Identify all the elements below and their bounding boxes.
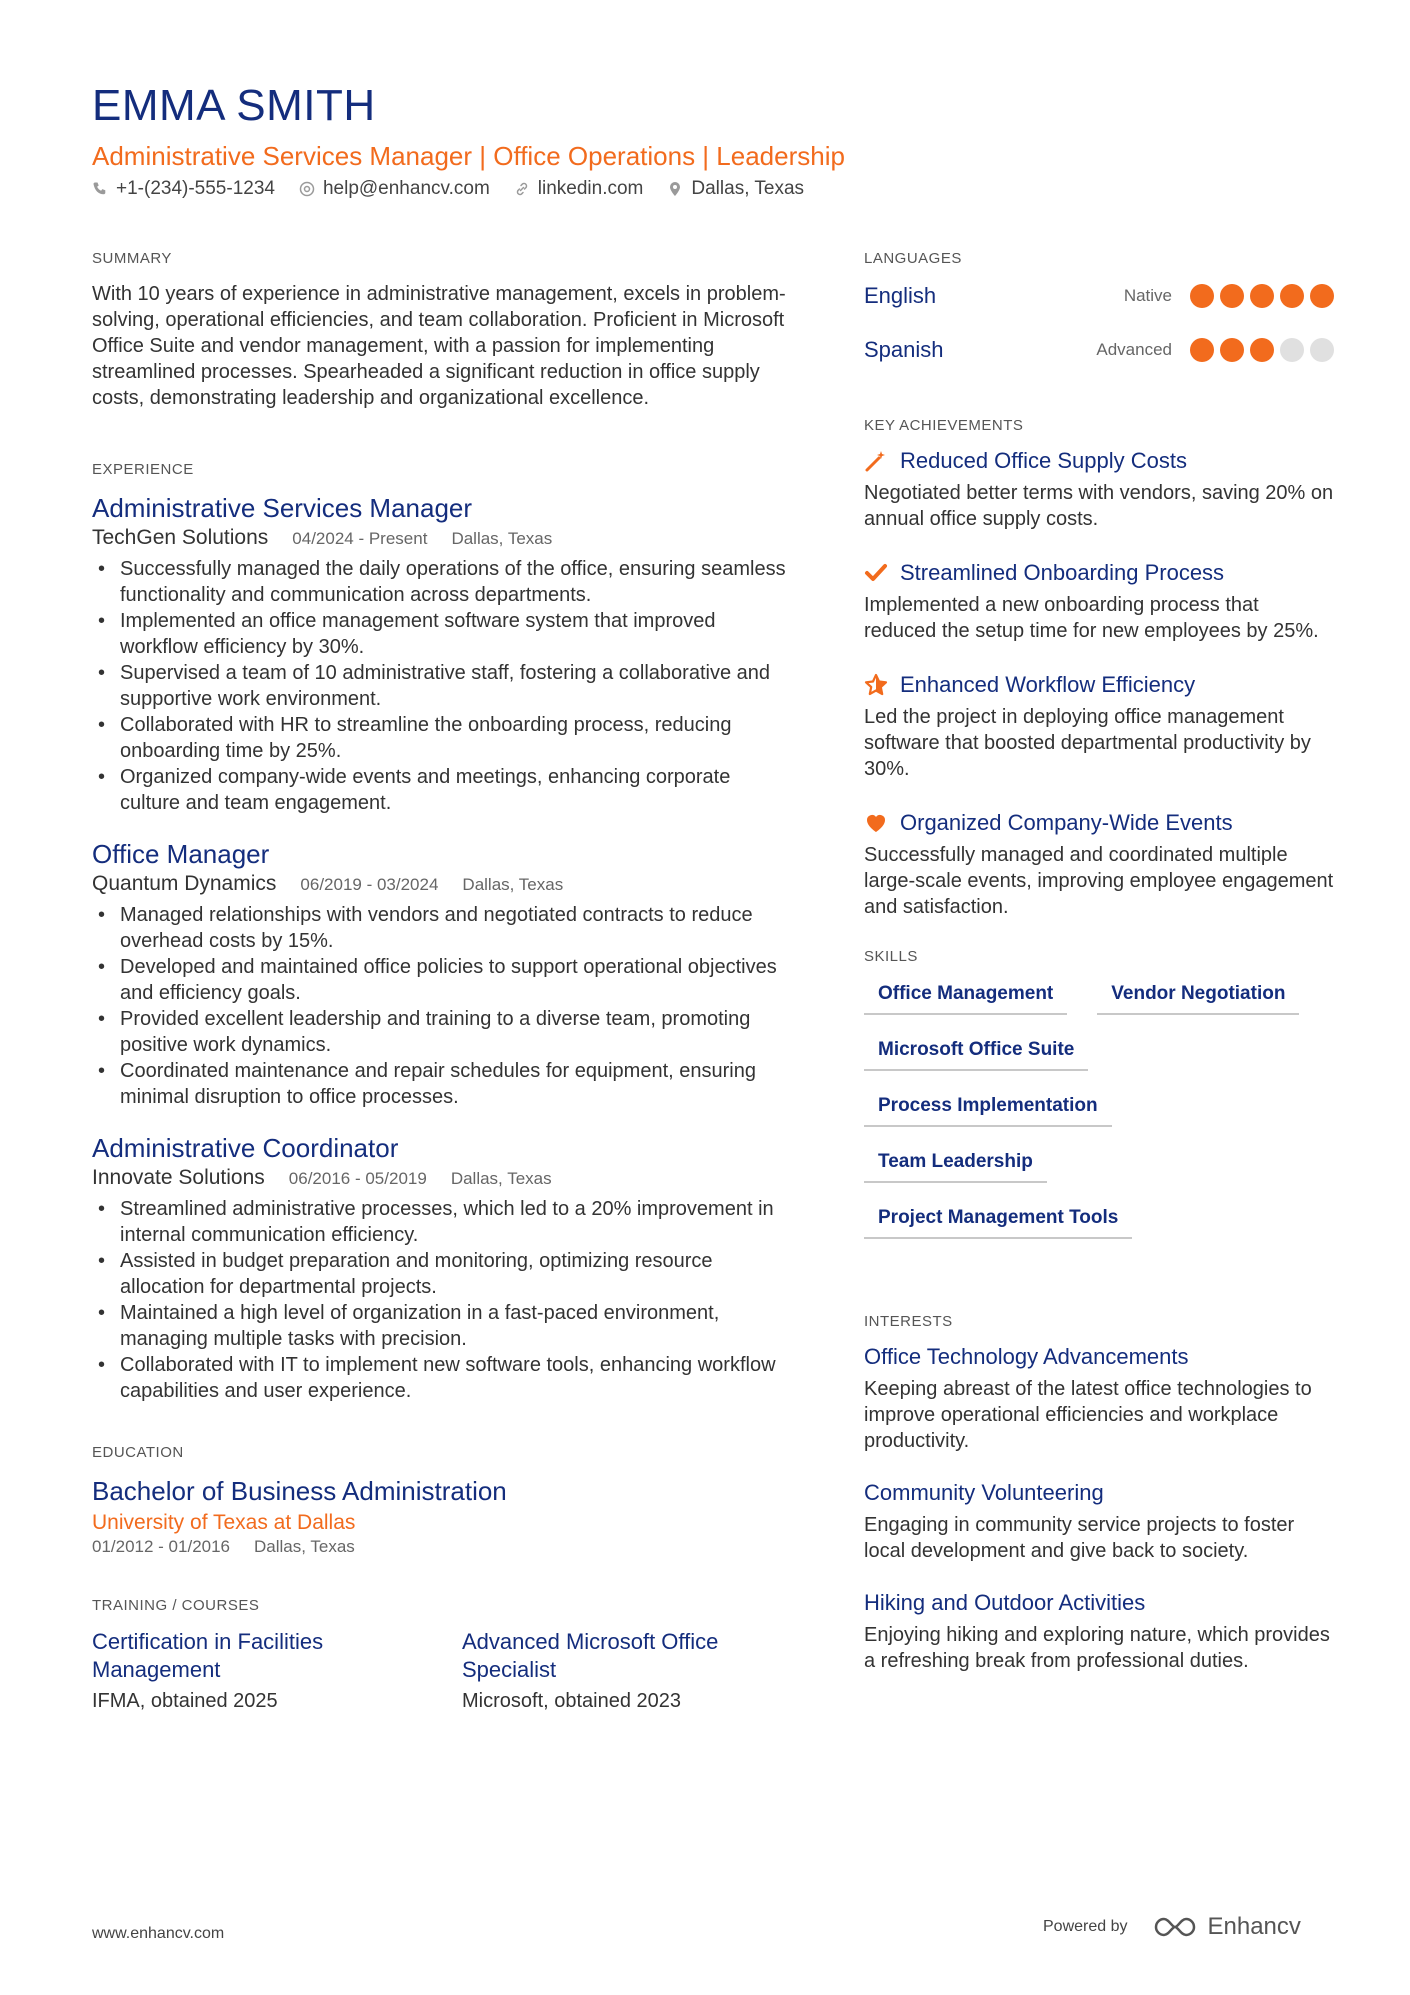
job-entry — [92, 838, 792, 1110]
job-bullets — [92, 1196, 792, 1404]
job-entry — [92, 1132, 792, 1404]
achievement-desc: Implemented a new onboarding process that reduced the setup time for new employees by 25%. — [864, 594, 1319, 642]
education-meta — [92, 1537, 792, 1557]
language-level-group — [1124, 284, 1334, 308]
bullet-item: • Organized company-wide events and meetings, enhancing corporate culture and team engagement. — [92, 764, 792, 816]
course-item — [462, 1628, 792, 1713]
rating-dot-empty — [1310, 338, 1334, 362]
achievement-desc: Successfully managed and coordinated multiple large-scale events, improving employee engagement and satisfaction. — [864, 844, 1334, 918]
rating-dot-filled — [1190, 284, 1214, 308]
achievement-desc: Negotiated better terms with vendors, saving 20% on annual office supply costs. — [864, 482, 1334, 530]
interest-item — [864, 1344, 1334, 1454]
job-meta — [92, 1166, 792, 1190]
summary-text: With 10 years of experience in administrative management, excels in problem-solving, operational efficiencies, and team collaboration. Proficient in Microsoft Office Suite and vendor management, with a passion for implementing streamlined processes. Spearheaded a significant reduction in office supply costs, demonstrating leadership and organizational excellence. — [92, 283, 786, 409]
job-meta — [92, 872, 792, 896]
job-entry — [92, 492, 792, 816]
experience-section — [92, 461, 792, 1404]
interest-item — [864, 1480, 1334, 1564]
course-list — [92, 1628, 792, 1713]
achievement-title: Streamlined Onboarding Process — [900, 560, 1225, 585]
achievement-item — [864, 560, 1334, 644]
languages-section — [864, 250, 1334, 377]
at-icon — [299, 181, 315, 197]
course-item — [92, 1628, 422, 1713]
language-row — [864, 269, 1334, 323]
achievement-head — [864, 672, 1334, 698]
training-section — [92, 1597, 792, 1713]
course-provider: IFMA, obtained 2025 — [92, 1690, 278, 1712]
skill-tag: Team Leadership — [864, 1141, 1047, 1183]
course-title: Advanced Microsoft Office Specialist — [462, 1629, 719, 1682]
linkedin-text: linkedin.com — [537, 178, 644, 199]
skill-tag: Office Management — [864, 973, 1067, 1015]
section-title-skills: SKILLS — [864, 948, 918, 965]
job-location: Dallas, Texas — [450, 1169, 552, 1188]
achievement-item — [864, 810, 1334, 920]
job-title: Administrative Services Manager — [92, 493, 473, 523]
bullet-item: • Successfully managed the daily operations of the office, ensuring seamless functionality and communication across departments. — [92, 556, 792, 608]
section-title-summary: SUMMARY — [92, 250, 172, 267]
bullet-item: • Maintained a high level of organization in a fast-paced environment, managing multiple tasks with precision. — [92, 1300, 792, 1352]
company-name: Quantum Dynamics — [92, 872, 277, 895]
section-title-interests: INTERESTS — [864, 1313, 953, 1330]
achievement-title: Organized Company-Wide Events — [900, 810, 1233, 835]
company-name: TechGen Solutions — [92, 526, 269, 549]
resume-header — [92, 80, 1322, 200]
job-location: Dallas, Texas — [462, 875, 564, 894]
candidate-name: EMMA SMITH — [92, 81, 376, 130]
skills-section — [864, 948, 1334, 1253]
email-text: help@enhancv.com — [322, 178, 490, 199]
interest-desc: Keeping abreast of the latest office technologies to improve operational efficiencies and workplace productivity. — [864, 1378, 1312, 1452]
location-pin-icon — [667, 181, 683, 197]
right-column — [864, 250, 1334, 1700]
job-dates: 04/2024 - Present — [292, 529, 428, 548]
enhancv-logo-icon — [1152, 1915, 1198, 1939]
job-bullets — [92, 902, 792, 1110]
language-level-group — [1096, 338, 1334, 362]
contact-location — [667, 178, 804, 200]
achievement-item — [864, 448, 1334, 532]
bullet-item: • Collaborated with IT to implement new software tools, enhancing workflow capabilities and user experience. — [92, 1352, 792, 1404]
contact-email[interactable] — [299, 178, 490, 200]
bullet-item: • Provided excellent leadership and training to a diverse team, promoting positive work dynamics. — [92, 1006, 792, 1058]
achievement-item — [864, 672, 1334, 782]
rating-dot-filled — [1250, 284, 1274, 308]
skill-tag: Vendor Negotiation — [1097, 973, 1299, 1015]
achievement-title: Enhanced Workflow Efficiency — [900, 672, 1196, 697]
bullet-item: • Supervised a team of 10 administrative staff, fostering a collaborative and supportive work environment. — [92, 660, 792, 712]
candidate-title: Administrative Services Manager | Office Operations | Leadership — [92, 141, 845, 171]
language-row — [864, 323, 1334, 377]
interest-title: Community Volunteering — [864, 1480, 1104, 1505]
bullet-item: • Collaborated with HR to streamline the onboarding process, reducing onboarding time by 25%. — [92, 712, 792, 764]
rating-dots — [1190, 284, 1334, 308]
achievement-title: Reduced Office Supply Costs — [900, 448, 1187, 473]
education-dates: 01/2012 - 01/2016 — [92, 1537, 231, 1556]
left-column — [92, 250, 792, 1713]
job-meta — [92, 526, 792, 550]
school-name: University of Texas at Dallas — [92, 1511, 356, 1534]
bullet-item: • Implemented an office management software system that improved workflow efficiency by 30%. — [92, 608, 792, 660]
achievements-section — [864, 417, 1334, 920]
contact-phone[interactable] — [92, 178, 275, 200]
section-title-experience: EXPERIENCE — [92, 461, 194, 478]
job-dates: 06/2019 - 03/2024 — [300, 875, 439, 894]
rating-dot-filled — [1250, 338, 1274, 362]
skill-tag: Project Management Tools — [864, 1197, 1132, 1239]
achievement-head — [864, 448, 1334, 474]
bullet-item: • Developed and maintained office policies to support operational objectives and efficiency goals. — [92, 954, 792, 1006]
achievement-head — [864, 810, 1334, 836]
job-title: Administrative Coordinator — [92, 1133, 399, 1163]
rating-dot-filled — [1220, 284, 1244, 308]
rating-dot-filled — [1310, 284, 1334, 308]
job-bullets — [92, 556, 792, 816]
course-provider: Microsoft, obtained 2023 — [462, 1690, 682, 1712]
interest-desc: Enjoying hiking and exploring nature, which provides a refreshing break from professional duties. — [864, 1624, 1330, 1672]
brand-name: Enhancv — [1207, 1913, 1301, 1940]
bullet-item: • Assisted in budget preparation and monitoring, optimizing resource allocation for departmental projects. — [92, 1248, 792, 1300]
interests-section — [864, 1313, 1334, 1674]
section-title-education: EDUCATION — [92, 1444, 184, 1461]
rating-dot-filled — [1280, 284, 1304, 308]
heart-icon — [864, 811, 888, 835]
bullet-item: • Managed relationships with vendors and negotiated contracts to reduce overhead costs by 15%. — [92, 902, 792, 954]
summary-section — [92, 250, 792, 411]
contact-linkedin[interactable] — [514, 178, 644, 200]
job-title: Office Manager — [92, 839, 270, 869]
location-text: Dallas, Texas — [691, 178, 805, 199]
checkmark-icon — [864, 561, 888, 585]
company-name: Innovate Solutions — [92, 1166, 265, 1189]
education-location: Dallas, Texas — [254, 1537, 355, 1556]
interest-title: Hiking and Outdoor Activities — [864, 1590, 1146, 1615]
bullet-item: • Coordinated maintenance and repair schedules for equipment, ensuring minimal disruption to office processes. — [92, 1058, 792, 1110]
interest-desc: Engaging in community service projects to foster local development and give back to society. — [864, 1514, 1295, 1562]
brand-logo[interactable] — [1152, 1913, 1301, 1941]
skill-list — [864, 973, 1334, 1253]
skill-tag: Microsoft Office Suite — [864, 1029, 1088, 1071]
footer-website[interactable]: www.enhancv.com — [92, 1925, 225, 1942]
star-icon — [864, 673, 888, 697]
powered-by-label: Powered by — [1043, 1918, 1128, 1935]
section-title-achievements: KEY ACHIEVEMENTS — [864, 417, 1024, 434]
section-title-training: TRAINING / COURSES — [92, 1597, 260, 1614]
rating-dot-empty — [1280, 338, 1304, 362]
magic-wand-icon — [864, 449, 888, 473]
language-level: Advanced — [1096, 340, 1172, 359]
rating-dot-filled — [1190, 338, 1214, 362]
phone-text: +1-(234)-555-1234 — [116, 178, 275, 199]
job-location: Dallas, Texas — [451, 529, 553, 548]
course-title: Certification in Facilities Management — [92, 1629, 324, 1682]
degree-title: Bachelor of Business Administration — [92, 1476, 507, 1506]
section-title-languages: LANGUAGES — [864, 250, 962, 267]
rating-dot-filled — [1220, 338, 1244, 362]
job-dates: 06/2016 - 05/2019 — [288, 1169, 427, 1188]
bullet-item: • Streamlined administrative processes, which led to a 20% improvement in internal communication efficiency. — [92, 1196, 792, 1248]
achievement-head — [864, 560, 1334, 586]
link-icon — [514, 181, 530, 197]
language-level: Native — [1123, 286, 1172, 305]
education-section — [92, 1444, 792, 1557]
language-name: English — [864, 283, 937, 308]
achievement-desc: Led the project in deploying office management software that boosted departmental productivity by 30%. — [864, 706, 1311, 780]
rating-dots — [1190, 338, 1334, 362]
interest-title: Office Technology Advancements — [864, 1344, 1189, 1369]
language-name: Spanish — [864, 337, 944, 362]
footer-branding — [1043, 1913, 1301, 1941]
phone-icon — [92, 181, 108, 197]
contact-bar — [92, 178, 1322, 200]
interest-item — [864, 1590, 1334, 1674]
skill-tag: Process Implementation — [864, 1085, 1112, 1127]
